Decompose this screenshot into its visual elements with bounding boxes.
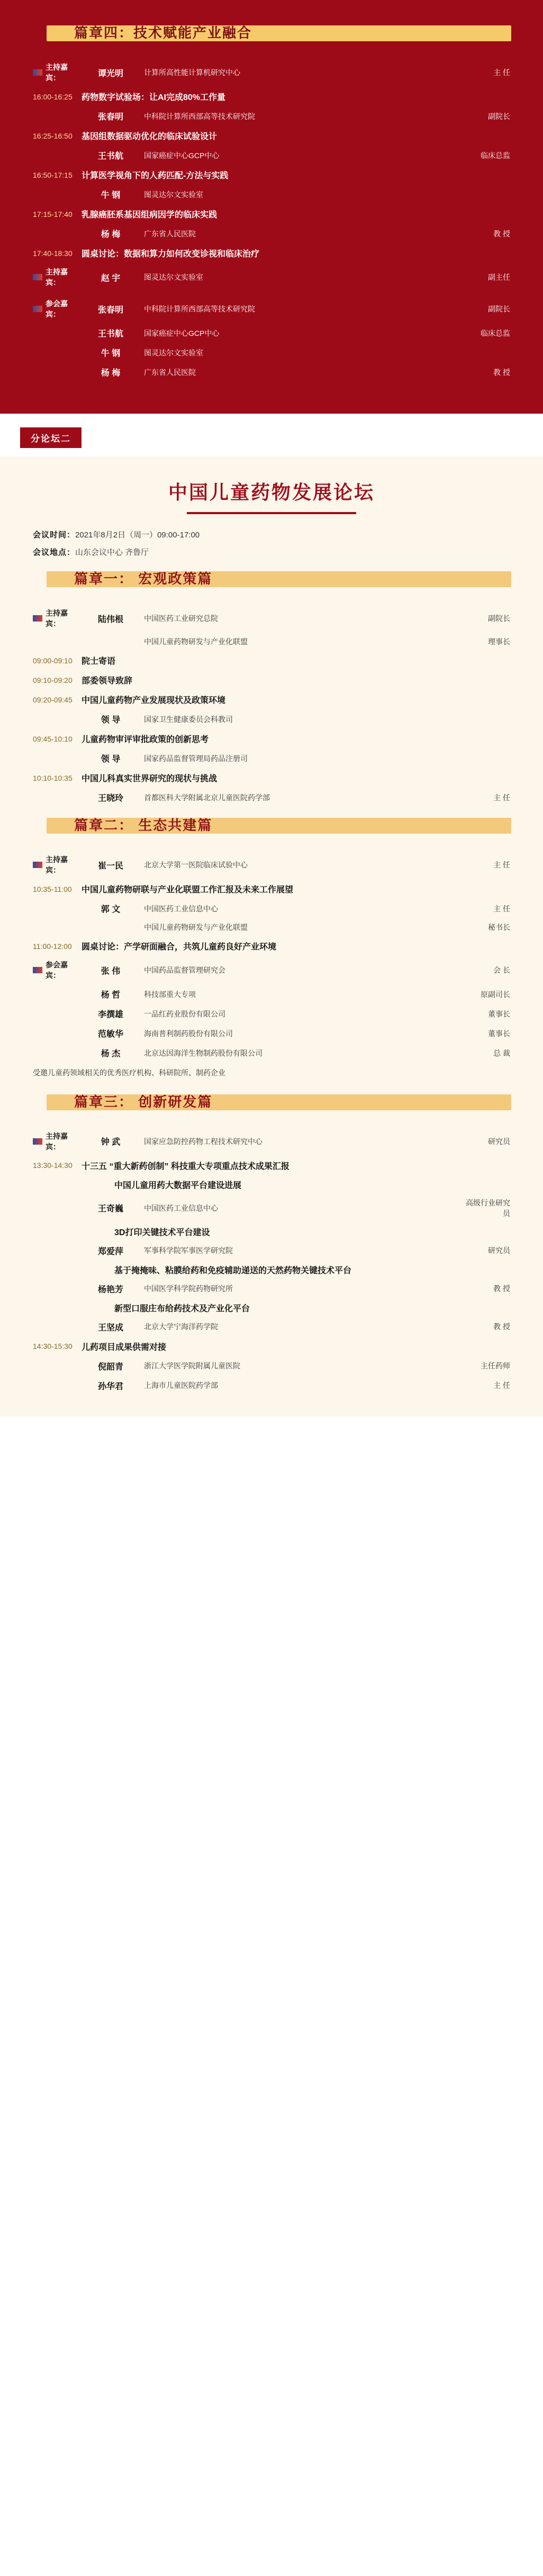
speaker-role: 主 任	[493, 1381, 510, 1390]
speaker-org: 广东省人民医院	[144, 368, 196, 377]
session-topic: 计算医学视角下的人药匹配-方法与实践	[82, 171, 229, 180]
speaker-name: 杨 哲	[101, 991, 121, 1000]
forum-two-tag: 分论坛二	[20, 427, 82, 448]
session-topic: 中国儿童药物产业发展现状及政策环境	[82, 696, 226, 705]
row-lead: 主持嘉宾：	[33, 62, 82, 83]
speaker-role: 临床总监	[481, 328, 510, 337]
speaker-role: 教 授	[493, 229, 510, 238]
session-topic: 部委领导致辞	[82, 677, 133, 686]
table-row	[33, 1337, 510, 1356]
speaker-name: 王书航	[97, 152, 123, 161]
table-row	[33, 204, 510, 224]
speaker-name: 张春明	[97, 113, 123, 122]
gradient-bar-icon	[33, 69, 42, 76]
session-topic: 儿药项目成果供需对接	[82, 1342, 167, 1352]
speaker-role: 理事长	[488, 637, 510, 646]
speaker-name: 领 导	[101, 755, 121, 764]
speaker-role: 临床总监	[481, 151, 510, 160]
table-row	[33, 633, 510, 651]
speaker-org: 海南普利制药股份有限公司	[144, 1029, 233, 1038]
chapter2-rows	[0, 851, 543, 1063]
session-time: 16:00-16:25	[33, 92, 73, 101]
table-row	[33, 243, 510, 263]
section1-rows	[0, 58, 543, 382]
gradient-bar-icon	[33, 967, 42, 973]
speaker-role: 教 授	[493, 368, 510, 377]
speaker-name: 张 伟	[101, 966, 121, 976]
speaker-role: 董事长	[488, 1009, 510, 1018]
table-row	[33, 748, 510, 768]
speaker-org: 北京大学宁海洋药学院	[144, 1322, 218, 1331]
meeting-time-line	[33, 526, 510, 543]
speaker-org: 中国儿童药物研发与产业化联盟	[144, 923, 248, 931]
speaker-role: 副院长	[488, 305, 510, 313]
session-time: 10:10-10:35	[33, 773, 73, 782]
table-row	[33, 1156, 510, 1175]
speaker-name: 王书航	[97, 330, 123, 339]
chapter-banner-four	[0, 18, 543, 49]
speaker-org: 北京达因海洋生物制药股份有限公司	[144, 1048, 263, 1057]
chapter-title: 篇章一： 宏观政策篇	[74, 571, 213, 587]
speaker-name: 钟 武	[101, 1138, 121, 1147]
table-row	[33, 1376, 510, 1395]
session-time: 14:30-15:30	[33, 1342, 73, 1351]
speaker-name: 郭 文	[101, 905, 121, 914]
table-row	[33, 984, 510, 1004]
session-topic: 中国儿科真实世界研究的现状与挑战	[82, 774, 218, 783]
speaker-name: 李撰雄	[97, 1010, 123, 1019]
speaker-org: 浙江大学医学院附属儿童医院	[144, 1362, 240, 1371]
meeting-place-line	[33, 543, 510, 561]
table-row	[33, 918, 510, 936]
speaker-role: 会 长	[493, 966, 510, 974]
session-time: 17:40-18:30	[33, 249, 73, 258]
speaker-org: 国家癌症中心GCP中心	[144, 151, 220, 160]
speaker-name: 牛 钢	[101, 191, 121, 200]
table-row	[33, 604, 510, 633]
chapter-banner-one	[0, 564, 543, 595]
speaker-name: 崔一民	[97, 861, 123, 871]
table-row	[33, 106, 510, 126]
speaker-name: 领 导	[101, 716, 121, 725]
session-topic: 中国儿童药物研联与产业化联盟工作汇报及未来工作展望	[82, 885, 294, 894]
table-row	[33, 295, 510, 323]
forum-two-section	[0, 456, 543, 1417]
table-row	[33, 126, 510, 145]
session-time: 11:00-12:00	[33, 942, 72, 951]
sub-topic: 新型口服庄布给药技术及产业化平台	[114, 1304, 250, 1313]
forum-one-section	[0, 0, 543, 414]
title-underline	[187, 512, 356, 514]
speaker-org: 中科院计算所西部高等技术研究院	[144, 112, 255, 121]
chapter-title: 篇章三： 创新研发篇	[74, 1093, 213, 1110]
table-row	[33, 879, 510, 899]
speaker-role: 董事长	[488, 1029, 510, 1038]
table-row	[33, 709, 510, 729]
session-topic: 乳腺癌胚系基因组病因学的临床实践	[82, 211, 218, 220]
table-row	[33, 956, 510, 984]
speaker-org: 国家癌症中心GCP中心	[144, 328, 220, 337]
row-lead: 主持嘉宾：	[33, 267, 82, 288]
meeting-meta	[0, 519, 543, 561]
speaker-role: 秘书长	[488, 923, 510, 931]
table-row	[33, 323, 510, 343]
table-row	[33, 651, 510, 670]
session-topic: 圆桌讨论：产学研面融合，共筑儿童药良好产业环境	[82, 943, 277, 952]
table-row	[33, 1024, 510, 1043]
speaker-name: 王奇巍	[97, 1204, 123, 1214]
row-lead: 主持嘉宾：	[33, 608, 82, 629]
table-row	[33, 768, 510, 788]
speaker-role: 主任药师	[481, 1362, 510, 1371]
chapter-banner-three	[0, 1087, 543, 1118]
session-time: 09:10-09:20	[33, 675, 73, 684]
sub-topic: 基于掩掩味、粘膜给药和免疫辅助递送的天然药物关键技术平台	[114, 1266, 352, 1275]
speaker-name: 王晓玲	[97, 794, 123, 803]
speaker-name: 王坚成	[97, 1323, 123, 1332]
table-row	[33, 224, 510, 243]
speaker-name: 张春明	[97, 305, 123, 315]
row-lead: 主持嘉宾：	[33, 1131, 82, 1152]
speaker-org: 中国医药工业信息中心	[144, 904, 218, 913]
session-topic: 药物数字试验场：让AI完成80%工作量	[82, 93, 226, 102]
speaker-role: 高级行业研究员	[466, 1198, 510, 1218]
table-row	[33, 936, 510, 956]
table-row	[33, 788, 510, 807]
table-row	[33, 263, 510, 291]
speaker-role: 研究员	[488, 1246, 510, 1255]
speaker-org: 图灵达尔文实验室	[144, 190, 203, 199]
table-row	[33, 1317, 510, 1337]
speaker-role: 主 任	[493, 904, 510, 913]
speaker-role: 主 任	[493, 793, 510, 802]
chapter3-rows	[0, 1127, 543, 1395]
speaker-name: 杨 梅	[101, 230, 121, 239]
table-row	[33, 87, 510, 106]
session-topic: 圆桌讨论：数据和算力如何改变诊视和临床治疗	[82, 250, 260, 259]
speaker-name: 孙华君	[97, 1382, 123, 1391]
session-time: 17:15-17:40	[33, 209, 73, 218]
forum-tag-wrap	[0, 414, 543, 456]
speaker-name: 赵 宇	[101, 273, 121, 283]
table-row	[33, 851, 510, 879]
speaker-org: 计算所高性能计算机研究中心	[144, 68, 240, 77]
table-row	[33, 1004, 510, 1024]
speaker-name: 杨 杰	[101, 1049, 121, 1058]
speaker-role: 总 裁	[493, 1048, 510, 1057]
speaker-role: 主 任	[493, 861, 510, 869]
speaker-org: 中国医药工业信息中心	[144, 1203, 218, 1212]
speaker-role: 副院长	[488, 614, 510, 623]
meeting-time-value: 2021年8月2日（周一）09:00-17:00	[75, 531, 200, 540]
table-row	[33, 899, 510, 918]
forum-title-text: 中国儿童药物发展论坛	[168, 481, 375, 503]
chapter-title: 篇章二： 生态共建篇	[74, 817, 213, 833]
speaker-name: 倪韶青	[97, 1362, 123, 1372]
speaker-org: 军事科学院军事医学研究院	[144, 1246, 233, 1255]
speaker-org: 中科院计算所西部高等技术研究院	[144, 305, 255, 313]
speaker-name: 范敏华	[97, 1030, 123, 1039]
speaker-role: 教 授	[493, 1322, 510, 1331]
session-time: 16:50-17:15	[33, 170, 73, 179]
session-time: 10:35-11:00	[33, 884, 72, 893]
table-row	[33, 1241, 510, 1260]
session-topic: 院士寄语	[82, 657, 116, 666]
meeting-place-value: 山东会议中心 齐鲁厅	[75, 548, 149, 557]
speaker-name: 谭光明	[97, 69, 123, 78]
table-row	[33, 58, 510, 87]
session-time: 16:25-16:50	[33, 131, 73, 140]
sub-topic: 3D打印关键技术平台建设	[114, 1228, 210, 1237]
speaker-org: 一品红药业股份有限公司	[144, 1009, 225, 1018]
speaker-org: 图灵达尔文实验室	[144, 348, 203, 357]
session-time: 09:20-09:45	[33, 695, 73, 704]
speaker-role: 原副司长	[481, 990, 510, 999]
table-row	[33, 1356, 510, 1376]
table-row	[33, 362, 510, 382]
speaker-org: 中国医药工业研究总院	[144, 614, 218, 623]
table-row	[33, 729, 510, 748]
speaker-org: 广东省人民医院	[144, 229, 196, 238]
speaker-role: 教 授	[493, 1284, 510, 1293]
meeting-time-label: 会议时间：	[33, 531, 76, 540]
session-time: 13:30-14:30	[33, 1161, 73, 1170]
row-lead: 主持嘉宾：	[33, 854, 82, 875]
speaker-name: 陆伟根	[97, 615, 123, 624]
table-row	[33, 1279, 510, 1299]
table-row	[33, 145, 510, 165]
gradient-bar-icon	[33, 615, 42, 622]
row-lead: 参会嘉宾：	[33, 960, 82, 981]
table-row	[33, 185, 510, 204]
speaker-org: 图灵达尔文实验室	[144, 273, 203, 281]
speaker-org: 国家卫生健康委员会科教司	[144, 715, 233, 724]
table-row	[33, 165, 510, 185]
speaker-name: 杨艳芳	[97, 1285, 123, 1294]
meeting-place-label: 会议地点：	[33, 548, 76, 557]
gradient-bar-icon	[33, 274, 42, 280]
speaker-org: 科技部重大专项	[144, 990, 196, 999]
speaker-name: 杨 梅	[101, 369, 121, 378]
session-topic: 儿童药物审评审批政策的创新思考	[82, 735, 209, 744]
speaker-org: 中国医学科学院药物研究所	[144, 1284, 233, 1293]
speaker-org: 中国儿童药物研发与产业化联盟	[144, 637, 248, 646]
table-row	[33, 1043, 510, 1063]
speaker-org: 首都医科大学附属北京儿童医院药学部	[144, 793, 270, 802]
chapter2-note: 受邀儿童药领域相关的优秀医疗机构、科研院所、制药企业	[33, 1068, 225, 1077]
speaker-org: 国家应急防控药物工程技术研究中心	[144, 1137, 263, 1146]
gradient-bar-icon	[33, 862, 42, 868]
speaker-role: 主 任	[493, 68, 510, 77]
speaker-name: 牛 钢	[101, 349, 121, 358]
gradient-bar-icon	[33, 306, 42, 312]
speaker-org: 北京大学第一医院临床试验中心	[144, 861, 248, 869]
page-title	[0, 459, 543, 519]
table-row	[33, 1194, 510, 1222]
speaker-org: 国家药品监督管理局药品注册司	[144, 754, 248, 763]
speaker-role: 副主任	[488, 273, 510, 281]
session-time: 09:45-10:10	[33, 734, 73, 743]
chapter-title: 篇章四：技术赋能产业融合	[74, 25, 252, 41]
table-row	[33, 343, 510, 362]
speaker-role: 研究员	[488, 1137, 510, 1146]
session-topic: 十三五 “重大新药创制” 科技重大专项重点技术成果汇报	[82, 1162, 289, 1171]
table-row	[33, 690, 510, 709]
speaker-name: 郑爱萍	[97, 1247, 123, 1256]
speaker-role: 副院长	[488, 112, 510, 121]
session-time: 09:00-09:10	[33, 656, 73, 665]
session-topic: 基因组数据驱动优化的临床试验设计	[82, 132, 218, 141]
table-row	[33, 1127, 510, 1156]
sub-topic: 中国儿童用药大数据平台建设进展	[114, 1181, 242, 1190]
chapter-banner-two	[0, 810, 543, 841]
speaker-org: 中国药品监督管理研究会	[144, 966, 225, 974]
row-lead: 参会嘉宾：	[33, 298, 82, 319]
gradient-bar-icon	[33, 1138, 42, 1145]
speaker-org: 上海市儿童医院药学部	[144, 1381, 218, 1390]
table-row	[33, 670, 510, 690]
chapter1-rows	[0, 604, 543, 807]
